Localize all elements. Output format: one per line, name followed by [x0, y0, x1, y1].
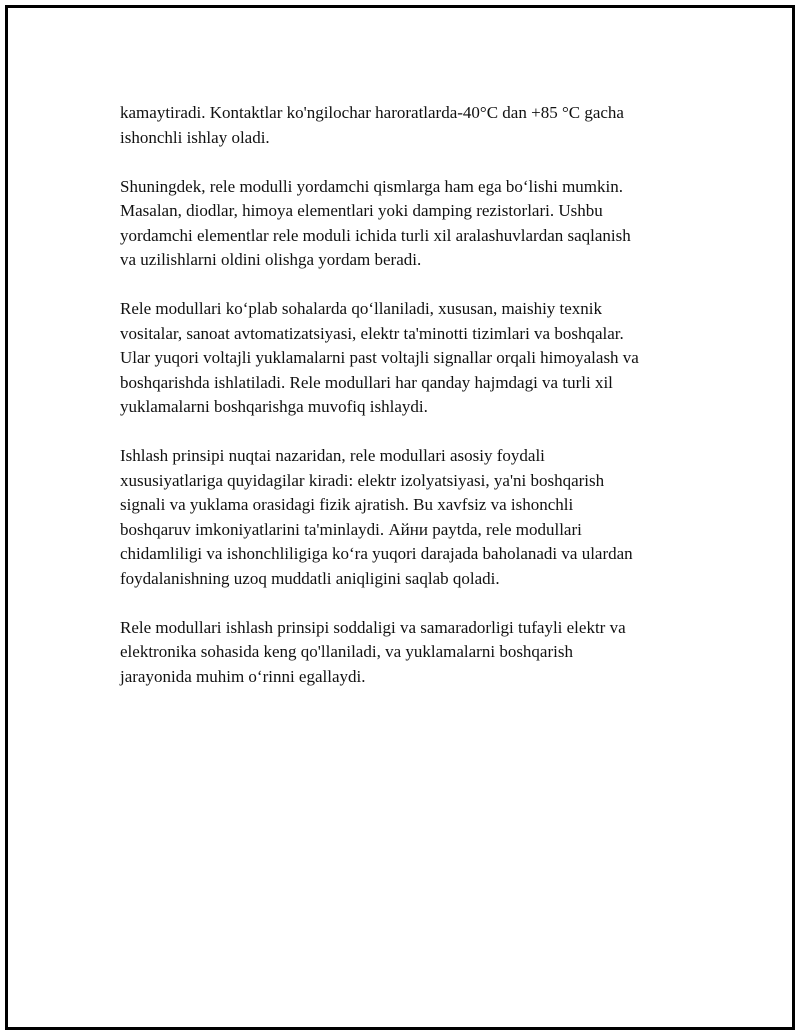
- paragraph-1: kamaytiradi. Kontaktlar ko'ngilochar haroratlarda-40°C dan +85 °C gacha ishonchli ishlay oladi.: [120, 103, 624, 147]
- paragraph-5: Rele modullari ishlash prinsipi soddaligi va samaradorligi tufayli elektr va elektronika sohasida keng qo'llaniladi, va yuklamalarni boshqarish jarayonida muhim o‘rinni egallaydi.: [120, 617, 626, 686]
- paragraph-2: Shuningdek, rele modulli yordamchi qismlarga ham ega bo‘lishi mumkin. Masalan, diodlar, himoya elementlari yoki damping rezistorlari. Ushbu yordamchi elementlar rele moduli ichida turli xil aralashuvlardan saqlanish va uzilishlarni oldini olishga yordam beradi.: [120, 176, 631, 269]
- paragraph-4: Ishlash prinsipi nuqtai nazaridan, rele modullari asosiy foydali xususiyatlariga quyidagilar kiradi: elektr izolyatsiyasi, ya'ni boshqarish signali va yuklama orasidagi fizik ajratish. Bu xavfsiz va ishonchli boshqaruv imkoniyatlarini ta'minlaydi. Айни paytda, rele modullari chidamliligi va ishonchliligiga ko‘ra yuqori darajada baholanadi va ulardan foydalanishning uzoq muddatli aniqligini saqlab qoladi.: [120, 446, 633, 588]
- paragraph-3: Rele modullari ko‘plab sohalarda qo‘llaniladi, xususan, maishiy texnik vositalar, sanoat avtomatizatsiyasi, elektr ta'minotti tizimlari va boshqalar. Ular yuqori voltajli yuklamalarni past voltajli signallar orqali himoyalash va boshqarishda ishlatiladi. Rele modullari har qanday hajmdagi va turli xil yuklamalarni boshqarishga muvofiq ishlaydi.: [120, 299, 639, 416]
- document-body: [120, 101, 700, 689]
- page-frame: [5, 5, 795, 1030]
